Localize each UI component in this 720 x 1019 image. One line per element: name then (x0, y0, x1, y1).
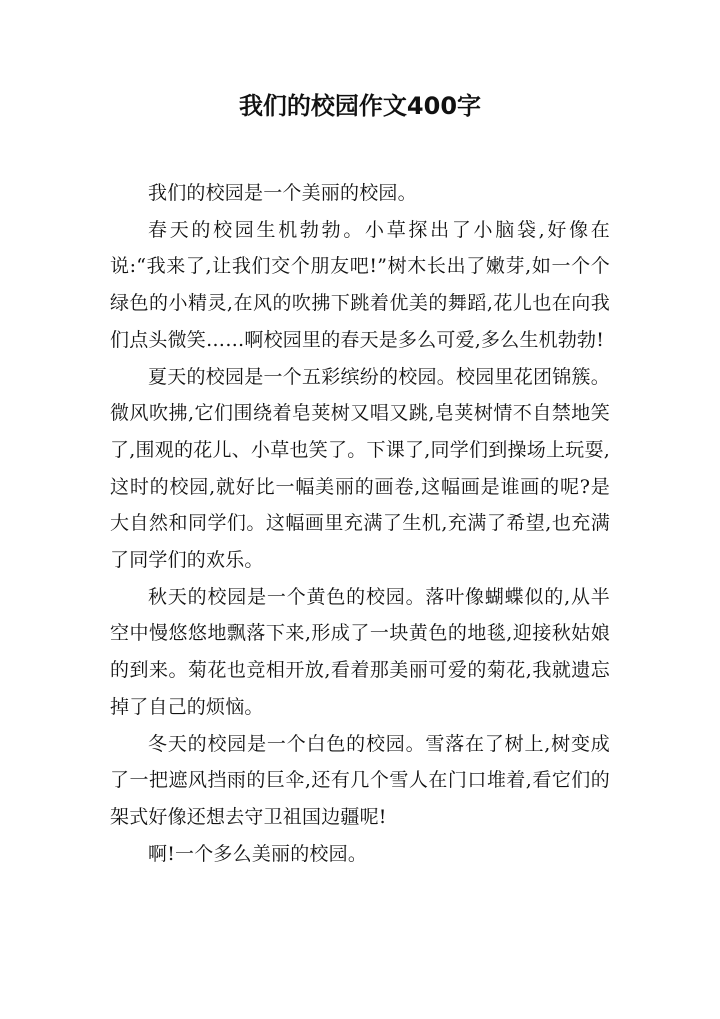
paragraph-spring: 春天的校园生机勃勃。小草探出了小脑袋,好像在说:“我来了,让我们交个朋友吧!”树木长出了嫩芽,如一个个绿色的小精灵,在风的吹拂下跳着优美的舞蹈,花儿也在向我们点头微笑……啊校园里的春天是多么可爱,多么生机勃勃! (110, 218, 610, 351)
paragraph-summer: 夏天的校园是一个五彩缤纷的校园。校园里花团锦簇。微风吹拂,它们围绕着皂荚树又唱又跳,皂荚树情不自禁地笑了,围观的花儿、小草也笑了。下课了,同学们到操场上玩耍,这时的校园,就好比一幅美丽的画卷,这幅画是谁画的呢?是大自然和同学们。这幅画里充满了生机,充满了希望,也充满了同学们的欢乐。 (110, 365, 610, 572)
paragraph-intro: 我们的校园是一个美丽的校园。 (148, 182, 417, 204)
document-body (110, 175, 610, 872)
paragraph-winter: 冬天的校园是一个白色的校园。雪落在了树上,树变成了一把遮风挡雨的巨伞,还有几个雪人在门口堆着,看它们的架式好像还想去守卫祖国边疆呢! (110, 732, 610, 828)
paragraph-conclusion: 啊!一个多么美丽的校园。 (148, 842, 368, 865)
paragraph-autumn: 秋天的校园是一个黄色的校园。落叶像蝴蝶似的,从半空中慢悠悠地飘落下来,形成了一块黄色的地毯,迎接秋姑娘的到来。菊花也竞相开放,看着那美丽可爱的菊花,我就遗忘掉了自己的烦恼。 (110, 585, 610, 718)
document-title: 我们的校园作文400字 (238, 92, 482, 120)
